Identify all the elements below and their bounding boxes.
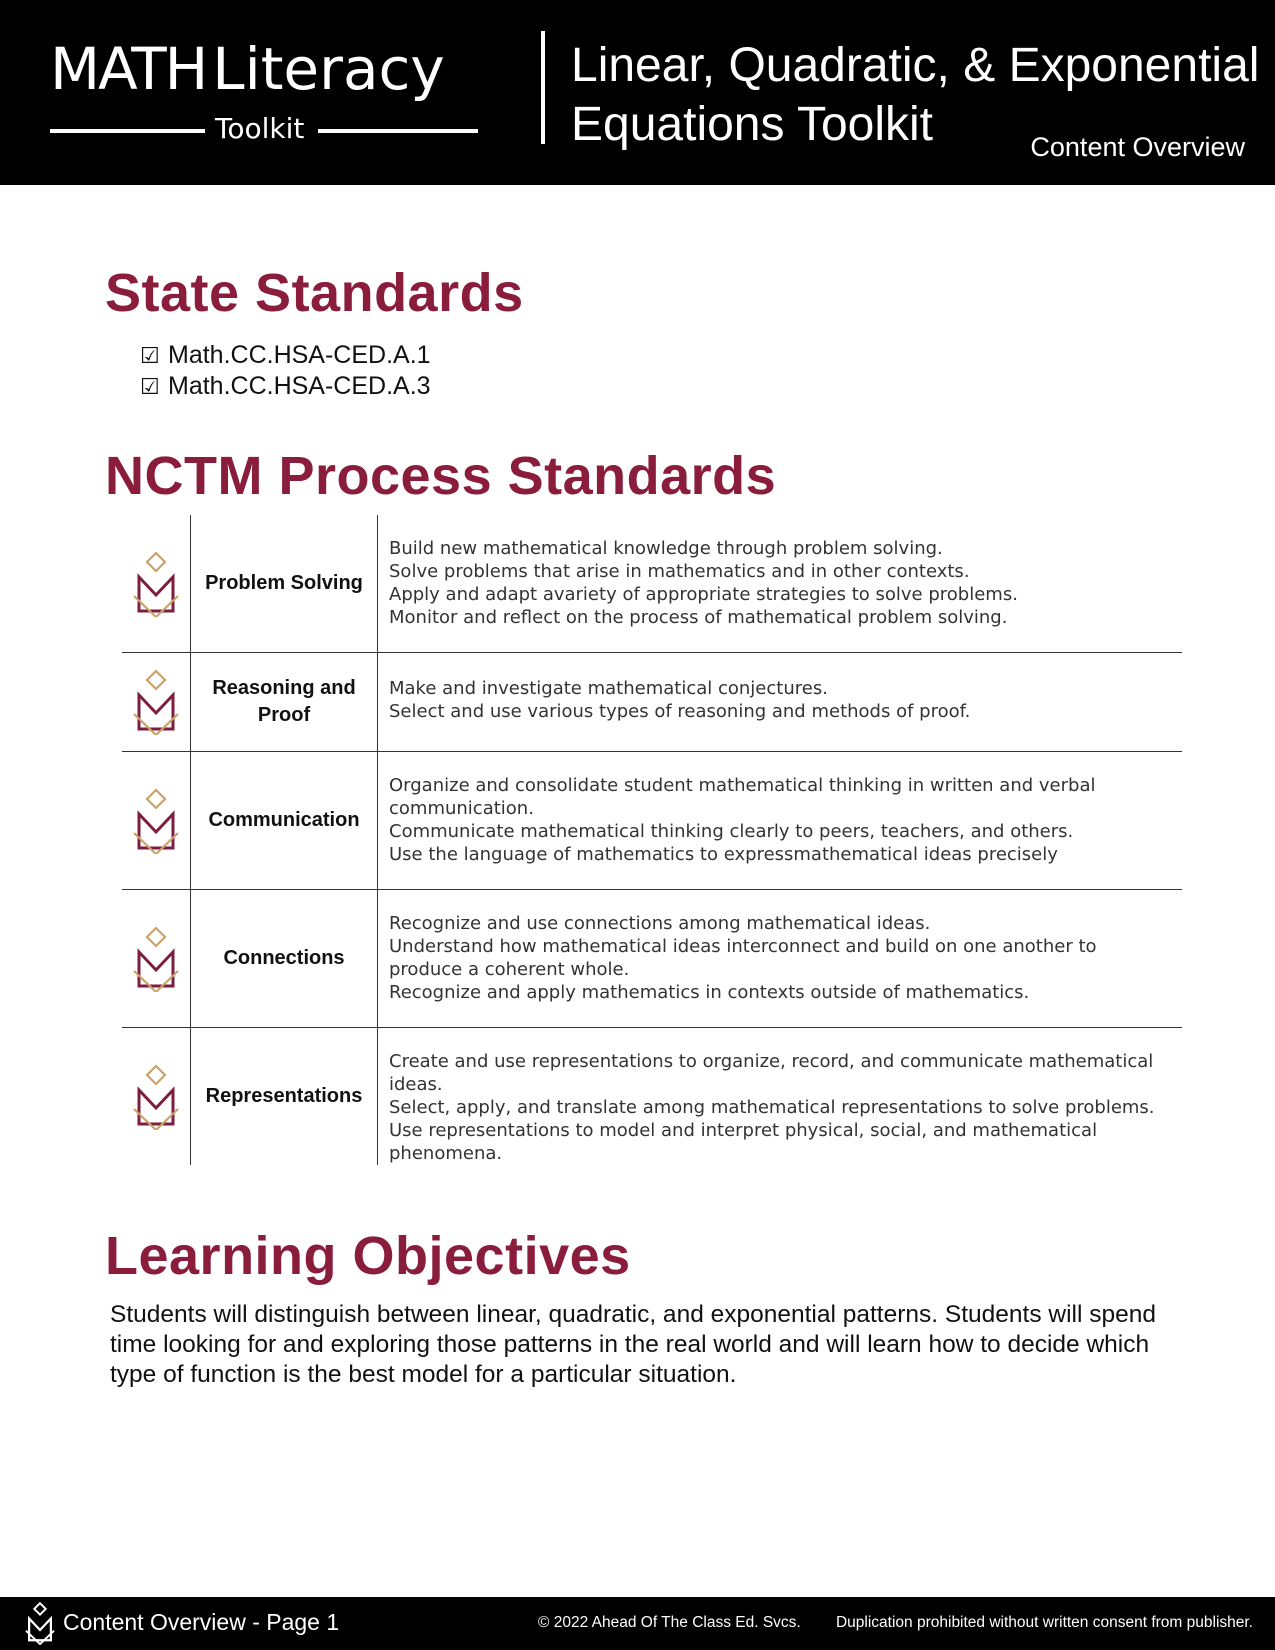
standard-name: Connections <box>191 890 378 1027</box>
math-literacy-emblem-icon <box>131 551 181 617</box>
page-footer <box>0 1597 1275 1650</box>
document-title: Linear, Quadratic, & Exponential Equations Toolkit <box>571 39 1260 151</box>
header-divider <box>541 31 545 144</box>
standard-name: Reasoning and Proof <box>191 653 378 751</box>
standard-name: Problem Solving <box>191 515 378 652</box>
logo-toolkit-text: Toolkit <box>215 112 305 145</box>
footer-page-label: Content Overview - Page 1 <box>63 1609 340 1635</box>
math-literacy-emblem-icon <box>24 1601 56 1645</box>
table-row <box>122 890 1182 1028</box>
math-literacy-logo <box>50 35 480 150</box>
state-standards-heading: State Standards <box>105 263 524 323</box>
table-row <box>122 653 1182 752</box>
nctm-standards-heading: NCTM Process Standards <box>105 446 777 506</box>
checkbox-checked-icon: ☑ <box>140 343 160 368</box>
standard-description: Build new mathematical knowledge through problem solving. Solve problems that arise in mathematics and in other contexts. Apply and adapt avariety of appropriate strategies to solve problems. Monitor and reflect on the process of mathematical problem solving. <box>389 538 1018 628</box>
math-literacy-emblem-icon <box>131 1064 181 1130</box>
checkbox-checked-icon: ☑ <box>140 374 160 399</box>
learning-objectives-text: Students will distinguish between linear, quadratic, and exponential patterns. Students will spend time looking for and exploring those patterns in the real world and will learn how to decide which type of function is the best model for a particular situation. <box>110 1301 1156 1388</box>
nctm-standards-table <box>122 515 1182 1165</box>
table-row <box>122 1028 1182 1165</box>
standard-description: Organize and consolidate student mathematical thinking in written and verbal communication. Communicate mathematical thinking clearly to peers, teachers, and others. Use the language of mathematics to expressmathematical ideas precisely <box>389 775 1096 865</box>
table-row <box>122 752 1182 890</box>
logo-rule-left <box>50 129 205 133</box>
logo-rule-right <box>318 129 478 133</box>
logo-math-text: MATH <box>50 35 207 103</box>
document-subtitle: Content Overview <box>1030 132 1245 162</box>
standard-description: Recognize and use connections among mathematical ideas. Understand how mathematical ideas interconnect and build on one another to produce a coherent whole. Recognize and apply mathematics in contexts outside of mathematics. <box>389 913 1097 1003</box>
page-header <box>0 0 1275 185</box>
list-item: ☑ Math.CC.HSA-CED.A.1 <box>140 341 431 369</box>
math-literacy-emblem-icon <box>131 669 181 735</box>
learning-objectives-heading: Learning Objectives <box>105 1226 631 1286</box>
math-literacy-emblem-icon <box>131 926 181 992</box>
math-literacy-emblem-icon <box>131 788 181 854</box>
list-item: ☑ Math.CC.HSA-CED.A.3 <box>140 372 431 400</box>
state-standards-list <box>140 340 431 402</box>
standard-name: Communication <box>191 752 378 889</box>
table-row <box>122 515 1182 653</box>
footer-duplication-notice: Duplication prohibited without written consent from publisher. <box>835 1614 1253 1631</box>
standard-name: Representations <box>191 1028 378 1165</box>
logo-literacy-text: Literacy <box>212 35 445 103</box>
footer-copyright: © 2022 Ahead Of The Class Ed. Svcs. <box>538 1614 801 1631</box>
standard-description: Create and use representations to organize, record, and communicate mathematical ideas. Select, apply, and translate among mathematical representations to solve problems. Use representations to model and interpret physical, social, and mathematical phenomena. <box>389 1051 1155 1164</box>
standard-description: Make and investigate mathematical conjectures. Select and use various types of reasoning and methods of proof. <box>389 678 971 722</box>
